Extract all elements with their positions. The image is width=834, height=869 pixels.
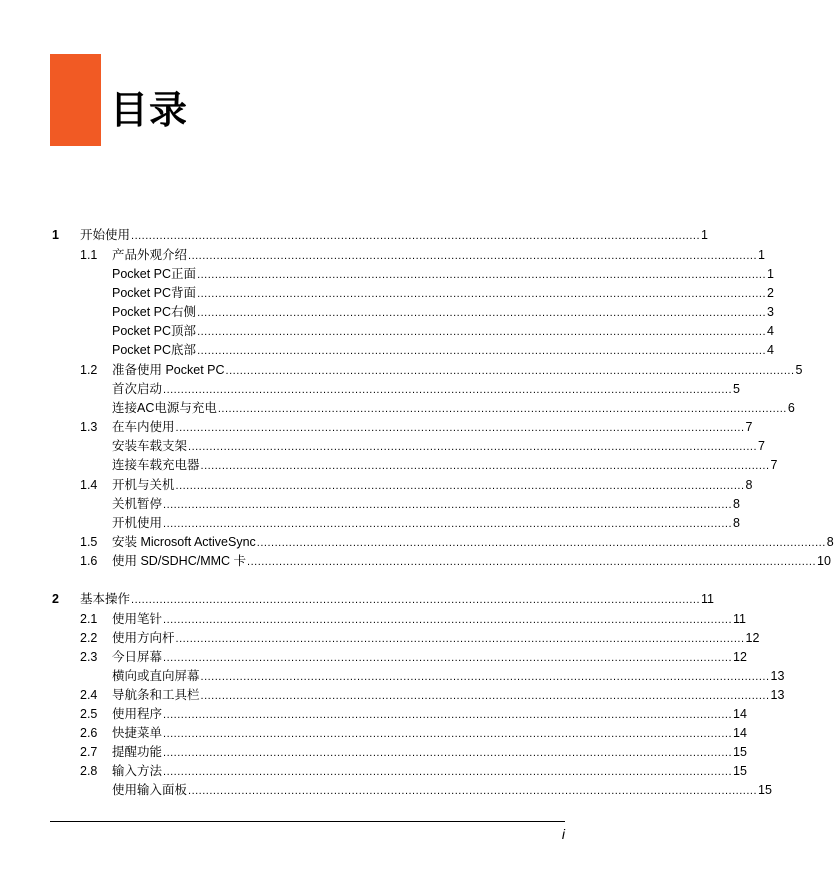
toc-page-number: 2	[767, 286, 774, 300]
toc-entry	[112, 533, 834, 553]
toc-title: 首次启动	[112, 382, 163, 396]
toc-page-number: 1	[701, 228, 708, 242]
toc-number: 2.8	[80, 764, 98, 778]
toc-page-number: 14	[733, 726, 747, 740]
toc-page-number: 4	[767, 324, 774, 338]
toc-page-number: 7	[745, 420, 753, 434]
toc-page-number: 8	[733, 516, 740, 530]
page-folio: i	[561, 826, 565, 842]
toc-page-number: 15	[733, 764, 747, 778]
toc-entry	[112, 246, 765, 266]
toc-page-number: 12	[733, 650, 747, 664]
toc-entry	[112, 284, 774, 304]
toc-dot-leader: ................................................................................................................................................................	[256, 537, 826, 549]
toc-title: 连接车载充电器	[112, 458, 200, 472]
toc-section-row[interactable]	[0, 743, 747, 762]
toc-subsection-row[interactable]	[0, 265, 774, 284]
toc-entry	[112, 361, 803, 381]
toc-dot-leader: ................................................................................................................................................................	[188, 250, 757, 262]
toc-number: 2.3	[80, 650, 98, 664]
toc-section-row[interactable]	[0, 629, 760, 648]
toc-entry	[112, 476, 753, 496]
toc-title: 开机使用	[112, 516, 163, 530]
toc-subsection-row[interactable]	[0, 781, 772, 800]
toc-entry	[112, 399, 795, 419]
toc-title: 连接AC电源与充电	[112, 401, 217, 415]
toc-dot-leader: ................................................................................................................................................................	[188, 441, 757, 453]
toc-dot-leader: ................................................................................................................................................................	[163, 709, 732, 721]
toc-dot-leader: ................................................................................................................................................................	[197, 307, 767, 319]
toc-entry	[112, 265, 774, 285]
toc-dot-leader: ................................................................................................................................................................	[131, 230, 700, 242]
toc-entry	[112, 648, 747, 668]
toc-subsection-row[interactable]	[0, 380, 740, 399]
toc-title: 开机与关机	[112, 478, 175, 492]
toc-entry	[112, 322, 774, 342]
page-title: 目录	[110, 88, 189, 132]
toc-entry	[112, 610, 746, 630]
toc-entry	[112, 743, 747, 763]
toc-entry	[112, 724, 747, 744]
toc-number: 2.7	[80, 745, 98, 759]
toc-dot-leader: ................................................................................................................................................................	[197, 345, 767, 357]
toc-number: 1.3	[80, 420, 98, 434]
toc-dot-leader: ................................................................................................................................................................	[217, 403, 787, 415]
toc-subsection-row[interactable]	[0, 399, 795, 418]
toc-title: 使用程序	[112, 707, 163, 721]
toc-number: 1.1	[80, 248, 98, 262]
toc-number: 1.5	[80, 535, 98, 549]
toc-page-number: 6	[787, 401, 795, 415]
toc-page-number: 4	[767, 343, 774, 357]
toc-title: Pocket PC右侧	[112, 305, 197, 319]
toc-number: 2.2	[80, 631, 98, 645]
toc-dot-leader: ................................................................................................................................................................	[175, 633, 745, 645]
toc-page-number: 13	[770, 688, 785, 702]
toc-entry	[112, 380, 740, 400]
toc-subsection-row[interactable]	[0, 341, 774, 360]
toc-entry	[112, 781, 772, 801]
toc-page-number: 8	[745, 478, 753, 492]
toc-title: 产品外观介绍	[112, 248, 188, 262]
toc-title: Pocket PC正面	[112, 267, 197, 281]
toc-title: Pocket PC背面	[112, 286, 197, 300]
toc-subsection-row[interactable]	[0, 495, 740, 514]
toc-title: 关机暂停	[112, 497, 163, 511]
toc-number: 1.2	[80, 363, 98, 377]
toc-section-row[interactable]	[0, 476, 753, 495]
toc-entry	[112, 514, 740, 534]
toc-dot-leader: ................................................................................................................................................................	[175, 480, 745, 492]
toc-section-row[interactable]	[0, 533, 834, 552]
toc-number: 2.4	[80, 688, 98, 702]
toc-title: 使用方向杆	[112, 631, 175, 645]
toc-title: 使用笔针	[112, 612, 163, 626]
toc-number: 1.4	[80, 478, 98, 492]
toc-dot-leader: ................................................................................................................................................................	[247, 556, 817, 568]
toc-number: 2.1	[80, 612, 98, 626]
toc-title: 使用输入面板	[112, 783, 188, 797]
toc-title: 在车内使用	[112, 420, 175, 434]
toc-entry	[112, 686, 785, 706]
toc-section-row[interactable]	[0, 762, 747, 781]
toc-section-row[interactable]	[0, 686, 785, 705]
toc-title: 安装 Microsoft ActiveSync	[112, 535, 256, 549]
toc-entry	[112, 762, 747, 782]
toc-entry	[112, 667, 785, 687]
toc-page-number: 7	[770, 458, 778, 472]
toc-dot-leader: ................................................................................................................................................................	[163, 614, 732, 626]
toc-subsection-row[interactable]	[0, 303, 774, 322]
toc-entry	[112, 456, 778, 476]
toc-dot-leader: ................................................................................................................................................................	[200, 460, 770, 472]
toc-dot-leader: ................................................................................................................................................................	[163, 747, 732, 759]
toc-page-number: 7	[758, 439, 765, 453]
toc-page-number: 10	[817, 554, 831, 568]
toc-page-number: 5	[795, 363, 803, 377]
toc-section-row[interactable]	[0, 705, 747, 724]
toc-entry	[112, 495, 740, 515]
toc-dot-leader: ................................................................................................................................................................	[188, 785, 757, 797]
toc-section-row[interactable]	[0, 724, 747, 743]
toc-page-number: 11	[733, 612, 746, 626]
toc-title: 使用 SD/SDHC/MMC 卡	[112, 554, 247, 568]
toc-title: 导航条和工具栏	[112, 688, 200, 702]
toc-entry	[80, 590, 714, 610]
toc-title: 快捷菜单	[112, 726, 163, 740]
toc-page-number: 15	[758, 783, 772, 797]
toc-title: 横向或直向屏幕	[112, 669, 200, 683]
toc-title: 输入方法	[112, 764, 163, 778]
toc-page-number: 13	[770, 669, 785, 683]
toc-title: 开始使用	[80, 228, 131, 242]
footer-rule	[50, 821, 565, 822]
toc-page-number: 8	[826, 535, 834, 549]
toc-section-row[interactable]	[0, 552, 831, 571]
toc-subsection-row[interactable]	[0, 437, 765, 456]
title-accent-bar	[50, 54, 101, 146]
toc-subsection-row[interactable]	[0, 284, 774, 303]
toc-number: 2.5	[80, 707, 98, 721]
toc-entry	[112, 437, 765, 457]
toc-number: 1.6	[80, 554, 98, 568]
toc-subsection-row[interactable]	[0, 667, 785, 686]
toc-entry	[112, 552, 831, 572]
toc-section-row[interactable]	[0, 648, 747, 667]
toc-title: 基本操作	[80, 592, 131, 606]
toc-dot-leader: ................................................................................................................................................................	[200, 690, 770, 702]
toc-title: Pocket PC底部	[112, 343, 197, 357]
toc-dot-leader: ................................................................................................................................................................	[163, 728, 732, 740]
toc-dot-leader: ................................................................................................................................................................	[225, 365, 795, 377]
toc-subsection-row[interactable]	[0, 514, 740, 533]
toc-title: 今日屏幕	[112, 650, 163, 664]
toc-section-row[interactable]	[0, 246, 765, 265]
toc-number: 2.6	[80, 726, 98, 740]
toc-page-number: 14	[733, 707, 747, 721]
toc-dot-leader: ................................................................................................................................................................	[175, 422, 745, 434]
toc-entry	[112, 629, 760, 649]
toc-section-row[interactable]	[0, 610, 746, 629]
toc-page-number: 3	[767, 305, 774, 319]
toc-dot-leader: ................................................................................................................................................................	[163, 499, 732, 511]
toc-subsection-row[interactable]	[0, 456, 778, 475]
toc-chapter-row[interactable]	[0, 226, 708, 245]
toc-page-number: 5	[733, 382, 740, 396]
toc-entry	[112, 418, 753, 438]
toc-entry	[112, 341, 774, 361]
toc-entry	[112, 303, 774, 323]
toc-dot-leader: ................................................................................................................................................................	[163, 384, 732, 396]
toc-title: Pocket PC顶部	[112, 324, 197, 338]
toc-page-number: 12	[745, 631, 760, 645]
toc-dot-leader: ................................................................................................................................................................	[163, 652, 732, 664]
toc-page-number: 15	[733, 745, 747, 759]
toc-entry	[112, 705, 747, 725]
toc-page-number: 11	[701, 592, 714, 606]
toc-section-row[interactable]	[0, 418, 753, 437]
toc-dot-leader: ................................................................................................................................................................	[163, 766, 732, 778]
toc-title: 提醒功能	[112, 745, 163, 759]
toc-page-number: 1	[767, 267, 774, 281]
toc-title: 准备使用 Pocket PC	[112, 363, 225, 377]
toc-number: 2	[52, 592, 59, 606]
toc-entry	[80, 226, 708, 246]
toc-page-number: 1	[758, 248, 765, 262]
toc-subsection-row[interactable]	[0, 322, 774, 341]
toc-dot-leader: ................................................................................................................................................................	[197, 288, 767, 300]
toc-dot-leader: ................................................................................................................................................................	[197, 326, 767, 338]
toc-title: 安装车载支架	[112, 439, 188, 453]
toc-dot-leader: ................................................................................................................................................................	[197, 269, 767, 281]
toc-dot-leader: ................................................................................................................................................................	[200, 671, 770, 683]
toc-page-number: 8	[733, 497, 740, 511]
toc-section-row[interactable]	[0, 361, 803, 380]
toc-chapter-row[interactable]	[0, 590, 714, 609]
toc-dot-leader: ................................................................................................................................................................	[131, 594, 700, 606]
toc-dot-leader: ................................................................................................................................................................	[163, 518, 732, 530]
toc-number: 1	[52, 228, 59, 242]
